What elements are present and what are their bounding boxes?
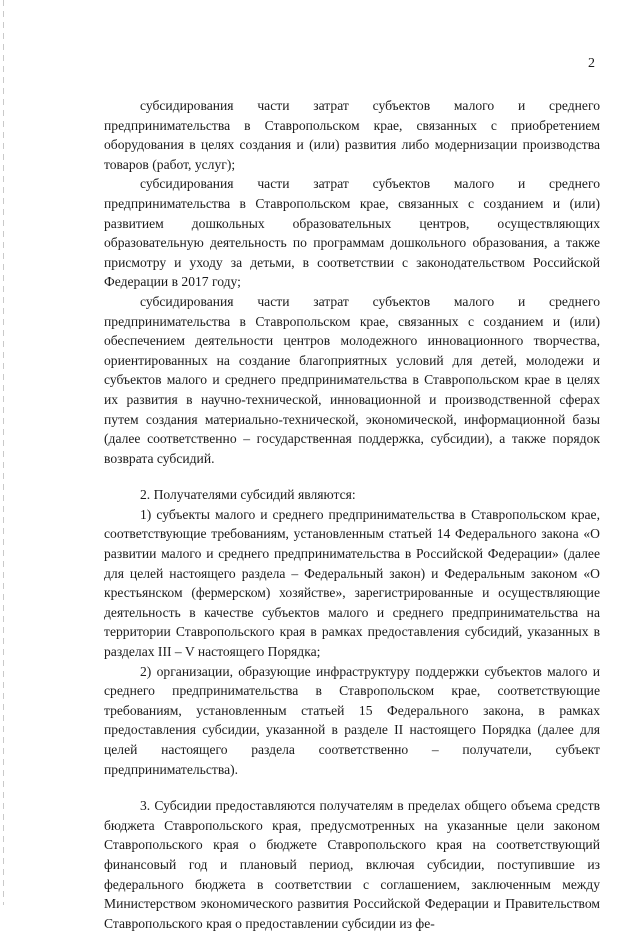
paragraph-section-3: 3. Субсидии предоставляются получателям в пределах общего объема средств бюджета Ставропольского края, предусмотренных на указанные цели законом Ставропольского края о бюджете Ставропольского края на соответствующий финансовый год и плановый период, включая субсидии, поступившие из федерального бюджета в соответствии с соглашением, заключенным между Министерством экономического развития Российской Федерации и Правительством Ставропольского края о предоставлении субсидии из фе- [104, 798, 600, 931]
paragraph-section-2-heading: 2. Получателями субсидий являются: [140, 487, 356, 503]
paragraph-recipients-item-2: 2) организации, образующие инфраструктуру поддержки субъектов малого и среднего предпринимательства в Ставропольском крае, соответствующие требованиям, установленным статьей 15 Федерального закона, в рамках предоставления субсидии, указанной в разделе II настоящего Порядка (далее для целей настоящего раздела соответственно – получатели, субъект предпринимательства). [104, 663, 600, 777]
paragraph-subsidy-equipment: субсидирования части затрат субъектов малого и среднего предпринимательства в Ставропольском крае, связанных с приобретением оборудования в целях создания и (или) развития либо модернизации производства товаров (работ, услуг); [104, 98, 600, 172]
paragraph-recipients-item-1: 1) субъекты малого и среднего предпринимательства в Ставропольском крае, соответствующие требованиям, установленным статьей 14 Федерального закона «О развитии малого и среднего предпринимательства в Российской Федерации» (далее для целей настоящего раздела – Федеральный закон) и Федеральным законом «О крестьянском (фермерском) хозяйстве», зарегистрированные и осуществляющие деятельность в качестве субъектов малого и среднего предпринимательства на территории Ставропольского края в рамках предоставления субсидий, указанных в разделах III – V настоящего Порядка; [104, 506, 600, 660]
paragraph-subsidy-preschool: субсидирования части затрат субъектов малого и среднего предпринимательства в Ставропольском крае, связанных с созданием и (или) развитием дошкольных образовательных центров, осуществляющих образовательную деятельность по программам дошкольного образования, а также присмотру и уходу за детьми, в соответствии с законодательством Российской Федерации в 2017 году; [104, 176, 600, 290]
page-number: 2 [588, 56, 595, 71]
paragraph-spacer [104, 468, 600, 485]
paragraph-subsidy-youth-centers: субсидирования части затрат субъектов малого и среднего предпринимательства в Ставропольском крае, связанных с созданием и (или) обеспечением деятельности центров молодежного инновационного творчества, ориентированных на создание благоприятных условий для детей, молодежи и субъектов малого и среднего предпринимательства в Ставропольском крае в целях их развития в научно-технической, инновационной и производственной сферах путем создания материально-технической, экономической, информационной базы (далее соответственно – государственная поддержка, субсидии), а также порядок возврата субсидий. [104, 293, 600, 466]
paragraph-spacer [104, 779, 600, 796]
scan-edge-line [3, 0, 4, 905]
document-body [104, 96, 600, 933]
